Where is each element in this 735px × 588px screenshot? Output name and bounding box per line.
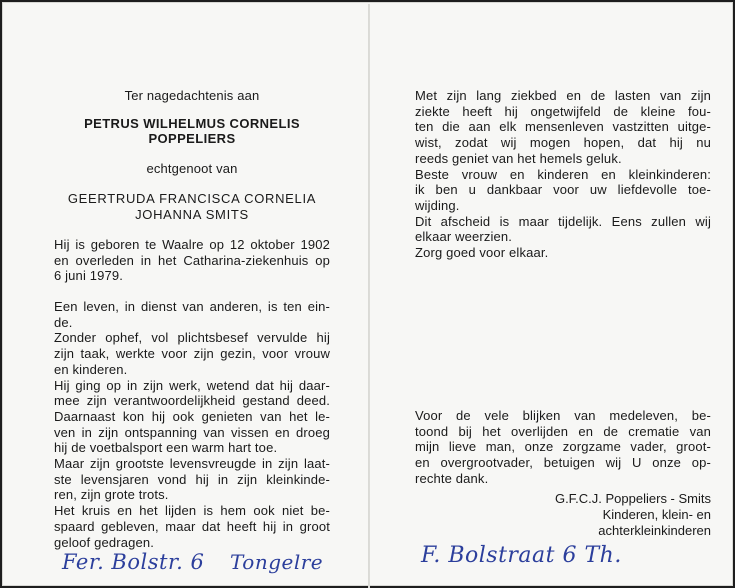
text-line: spaard gebleven, maar dat heeft hij in groot <box>54 518 330 534</box>
signature-line-1: G.F.C.J. Poppeliers - Smits <box>554 491 711 506</box>
text-line: ik ben u dankbaar voor uw liefdevolle toe- <box>415 182 711 198</box>
text-line: Zorg goed voor elkaar. <box>415 245 549 261</box>
thanks-text <box>415 408 711 487</box>
text-line: Daarnaast kon hij ook genieten van het le- <box>54 408 330 424</box>
spouse-label: echtgenoot van <box>146 161 238 176</box>
signature-line-3: achterkleinkinderen <box>598 523 711 538</box>
text-line: ren, zijn grote trots. <box>54 487 169 503</box>
birth-line: 6 juni 1979. <box>54 268 124 284</box>
handwritten-address-right: F. Bolstraat 6 Th. <box>421 543 622 568</box>
text-line: wijding. <box>415 197 460 213</box>
text-line: de. <box>54 314 73 330</box>
text-line: zijn taak, werkte voor zijn gezin, voor vrouw <box>54 346 330 362</box>
text-line: Beste vrouw en kinderen en kleinkinderen: <box>415 166 711 182</box>
signature-line-2: Kinderen, klein- en <box>602 507 711 522</box>
farewell-text <box>415 88 711 261</box>
text-line: wist, zodat wij mogen hopen, dat hij nu <box>415 135 711 151</box>
text-line: en overgrootvader, betuigen wij U onze op- <box>415 455 711 471</box>
text-line: rechte dank. <box>415 470 489 486</box>
text-line: Zonder ophef, vol plichtsbesef vervulde hij <box>54 330 330 346</box>
text-line: ste levensjaren vond hij in zijn kleinkinde- <box>54 471 330 487</box>
birth-line: en overleden in het Catharina-ziekenhuis op <box>54 252 330 268</box>
text-line: mee zijn verantwoordelijkheid gestand deed. <box>54 393 330 409</box>
intro-text: Ter nagedachtenis aan <box>124 88 260 103</box>
text-line: en kinderen. <box>54 361 128 377</box>
text-line: Maar zijn grootste levensvreugde in zijn laat- <box>54 456 330 472</box>
text-line: elkaar weerzien. <box>415 229 513 245</box>
birth-death-paragraph <box>54 237 330 284</box>
text-line: Het kruis en het lijden is hem ook niet be- <box>54 503 330 519</box>
text-line: Met zijn lang ziekbed en de lasten van zijn <box>415 88 711 103</box>
text-line: toond bij het overlijden en de crematie van <box>415 423 711 439</box>
deceased-name-line2: POPPELIERS <box>148 131 236 146</box>
text-line: hij de voetbalsport een warm hart toe. <box>54 440 278 456</box>
text-line: Dit afscheid is maar tijdelijk. Eens zullen wij <box>415 213 711 229</box>
text-line: ziekte heeft hij ongetwijfeld de kleine fou- <box>415 103 711 119</box>
text-line: ven in zijn ontspanning van vissen en droeg <box>54 424 330 440</box>
text-line: Een leven, in dienst van anderen, is ten ein- <box>54 299 330 314</box>
birth-line: Hij is geboren te Waalre op 12 oktober 1902 <box>54 237 330 252</box>
text-line: Hij ging op in zijn werk, wetend dat hij daar- <box>54 377 330 393</box>
card-fold-line <box>368 4 370 588</box>
spouse-name-line2: JOHANNA SMITS <box>135 207 249 222</box>
text-line: reeds geniet van het hemels geluk. <box>415 150 622 166</box>
text-line: ten die aan elk mensenleven vastzitten uitge- <box>415 119 711 135</box>
handwritten-place-left: Tongelre <box>230 550 324 574</box>
deceased-name-line1: PETRUS WILHELMUS CORNELIS <box>84 116 300 131</box>
spouse-name-line1: GEERTRUDA FRANCISCA CORNELIA <box>67 191 317 206</box>
text-line: mijn lieve man, onze zorgzame vader, groot- <box>415 439 711 455</box>
handwritten-address-left: Fer. Bolstr. 6 <box>62 550 205 574</box>
text-line: geloof gedragen. <box>54 534 154 550</box>
text-line: Voor de vele blijken van medeleven, be- <box>415 408 711 423</box>
memorial-card <box>2 2 733 586</box>
life-text <box>54 299 330 550</box>
